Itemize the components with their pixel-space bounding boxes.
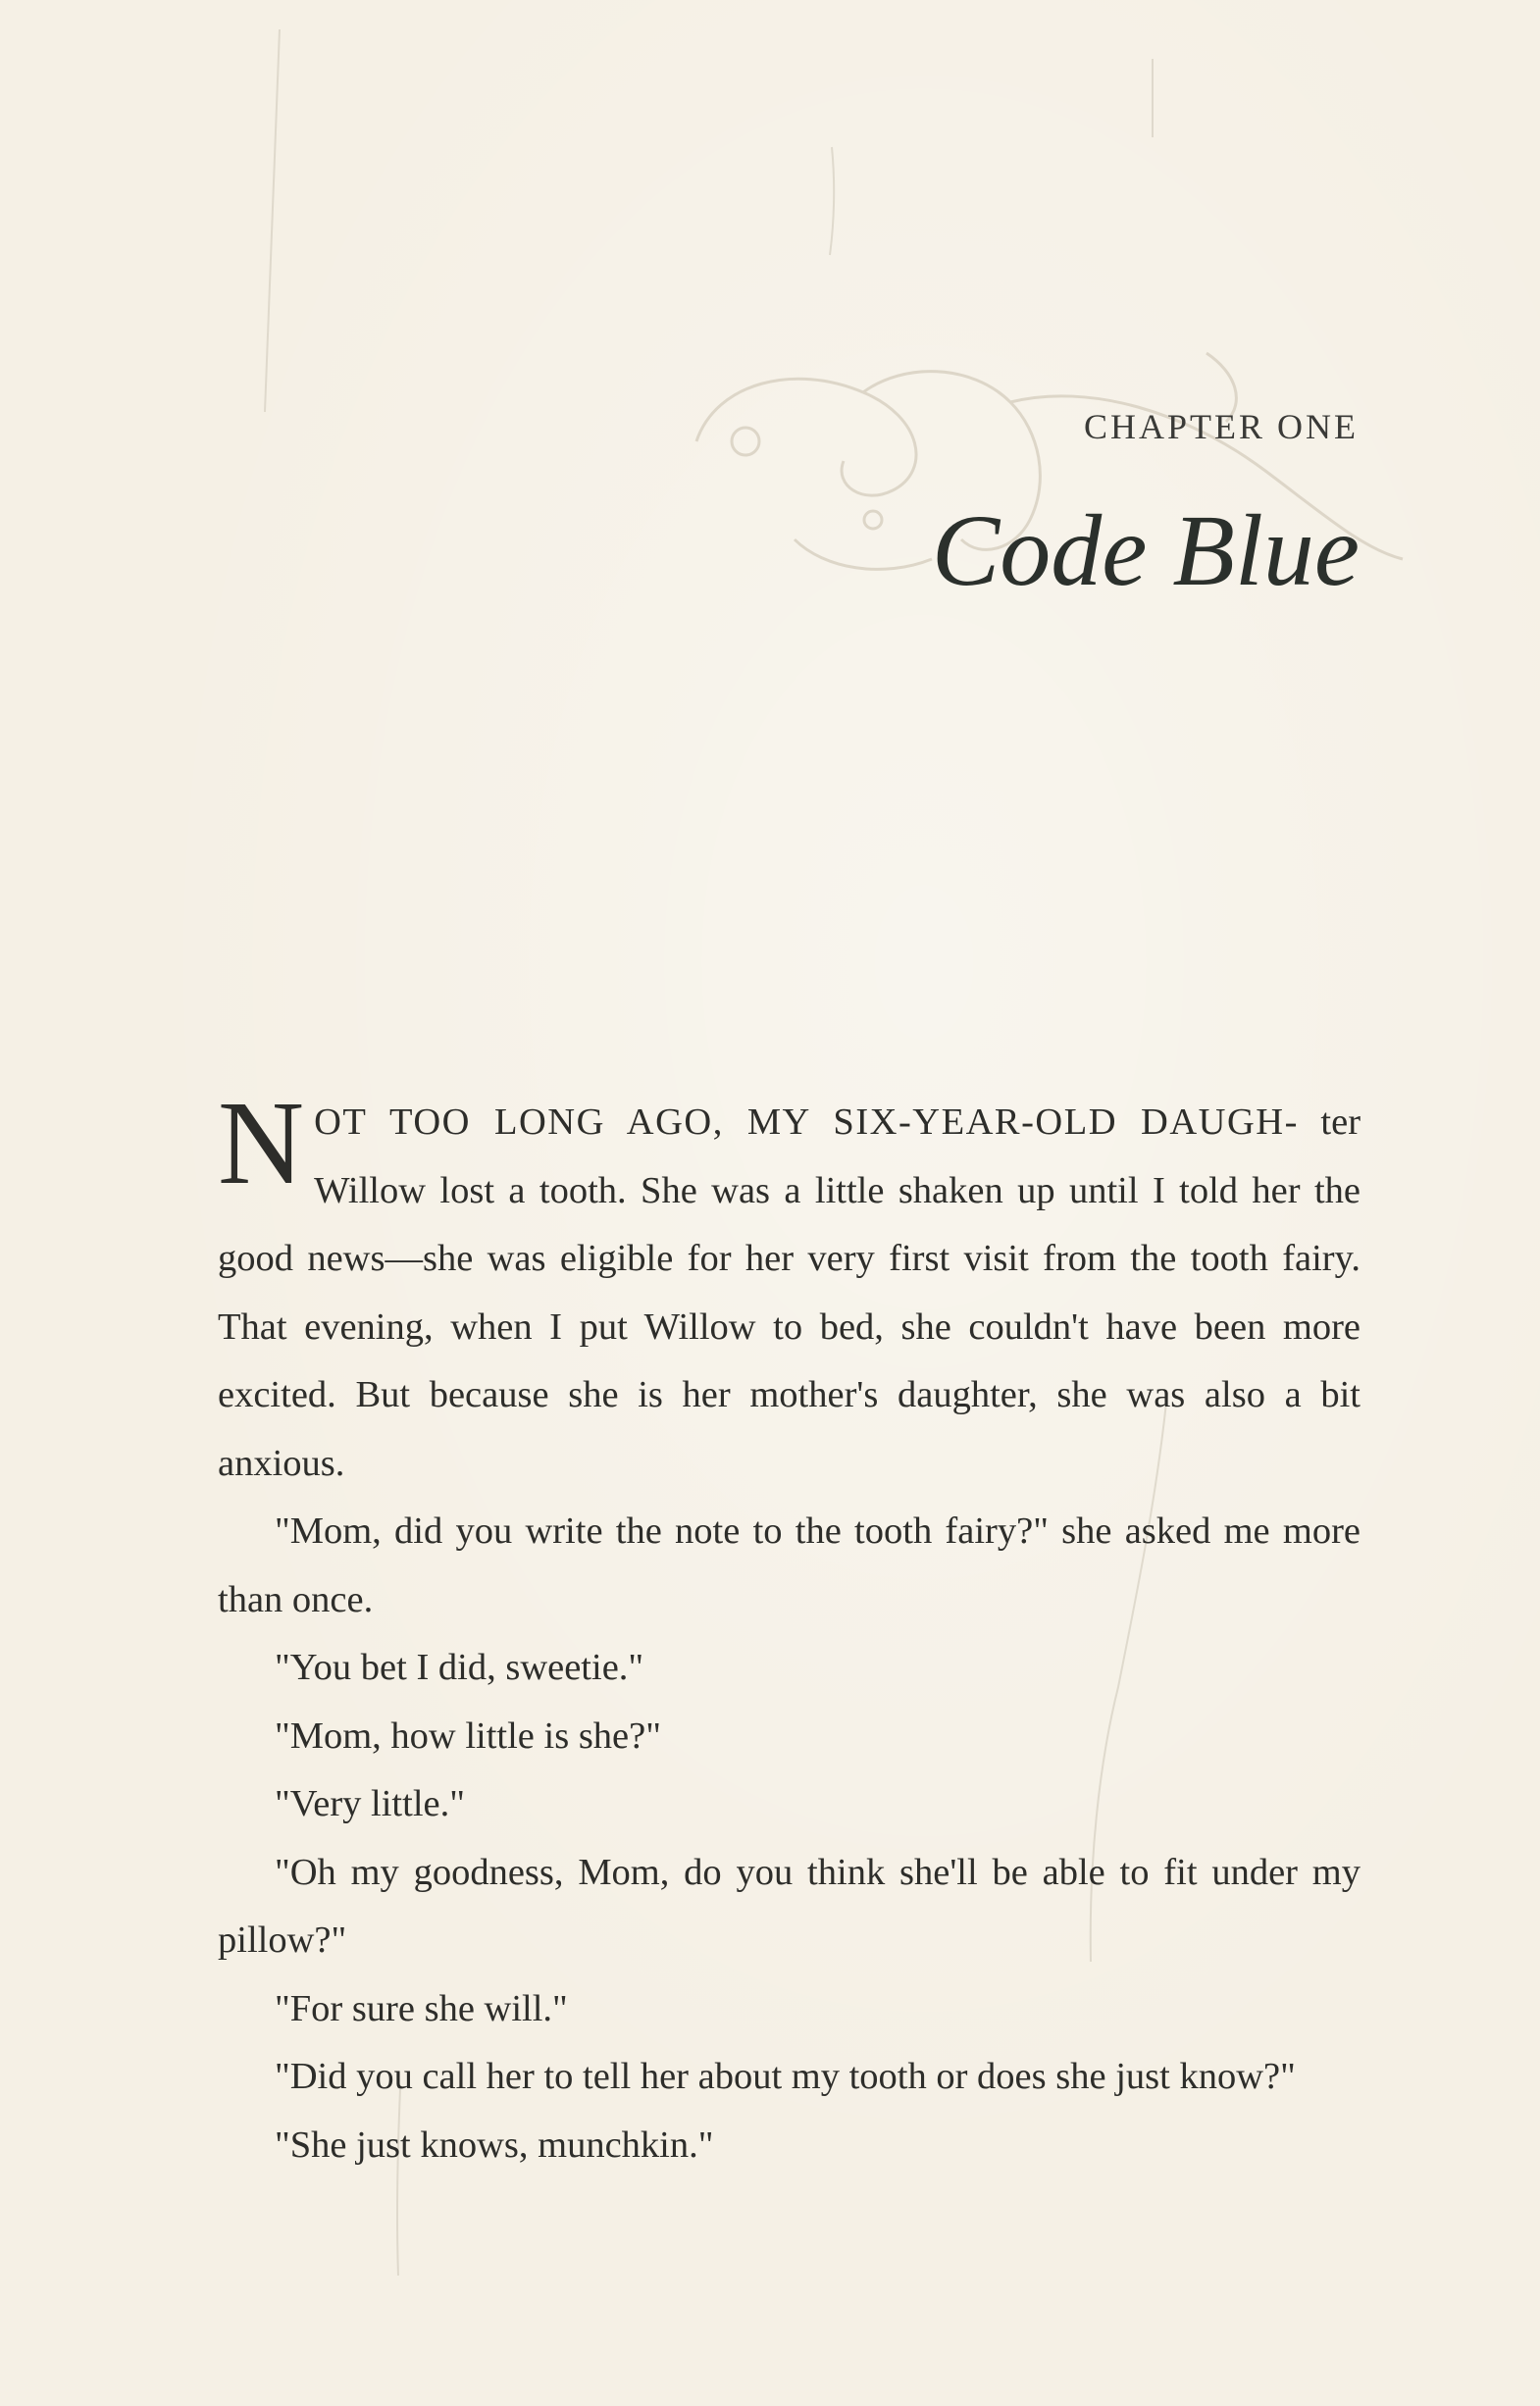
paragraph: "Mom, did you write the note to the tooth fairy?" she asked me more than once. (218, 1510, 1360, 1620)
chapter-title: Code Blue (931, 494, 1360, 607)
paragraph-opening-text: ter Willow lost a tooth. She was a little shaken up until I told her the good news—she was eligible for her very first visit from the tooth fairy. That evening, when I put Willow to bed, she couldn't have been more excited. But because she is her mother's daughter, she was also a bit anxious. (218, 1101, 1361, 1484)
paragraph: "Did you call her to tell her about my tooth or does she just know?" (275, 2056, 1296, 2097)
chapter-body (218, 1077, 1361, 2179)
paragraph: "She just knows, munchkin." (275, 2124, 714, 2166)
lead-in-small-caps: OT TOO LONG AGO, MY SIX-YEAR-OLD DAUGH- (314, 1101, 1299, 1143)
paragraph: "You bet I did, sweetie." (275, 1647, 644, 1688)
drop-cap: N (218, 1077, 305, 1209)
chapter-number-label: CHAPTER ONE (1083, 407, 1359, 446)
paragraph: "Mom, how little is she?" (275, 1715, 661, 1757)
paragraph: "Very little." (275, 1783, 465, 1824)
paragraph-opening (218, 1077, 1361, 1498)
paragraph: "Oh my goodness, Mom, do you think she'll be able to fit under my pillow?" (218, 1851, 1360, 1961)
paragraph: "For sure she will." (275, 1987, 568, 2029)
